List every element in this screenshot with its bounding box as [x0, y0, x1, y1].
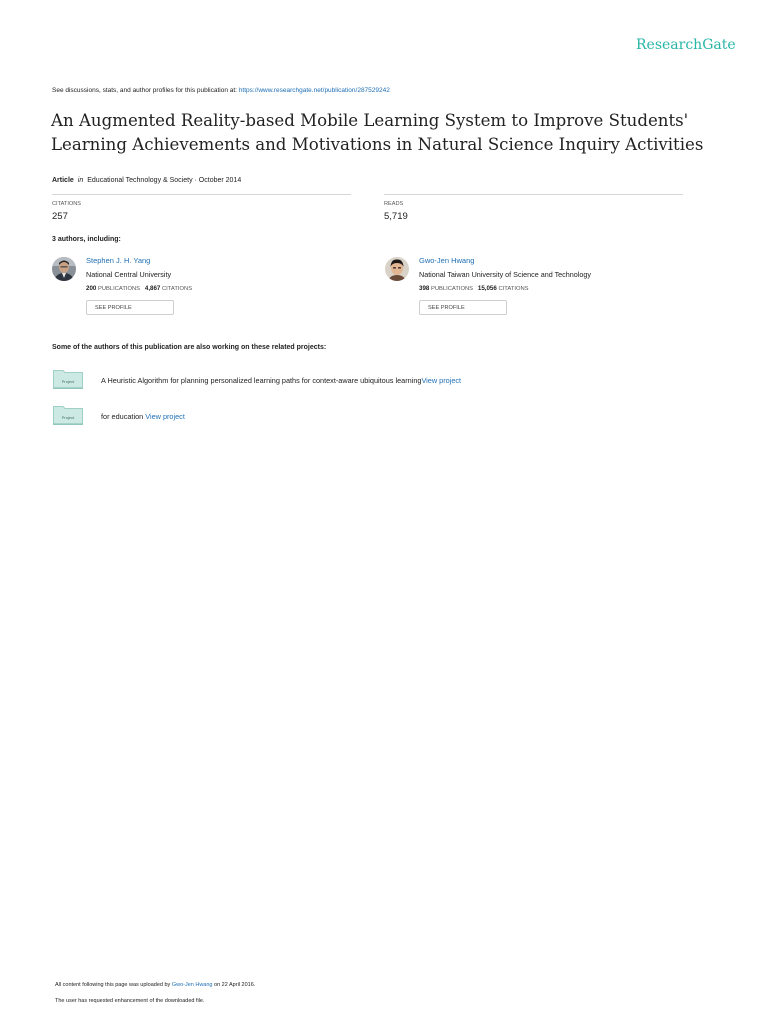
upload-note-prefix: All content following this page was uploaded by — [55, 982, 171, 988]
avatar-photo-2 — [385, 257, 409, 281]
reads-label: READS — [384, 201, 404, 207]
author-1-name-link[interactable]: Stephen J. H. Yang — [86, 256, 151, 265]
author-2-name-link[interactable]: Gwo-Jen Hwang — [419, 256, 475, 265]
project-1-icon-label: Project — [61, 379, 75, 384]
avatar-author-1[interactable] — [52, 257, 76, 281]
uploader-link[interactable]: Gwo-Jen Hwang — [171, 982, 213, 988]
title-line-1: An Augmented Reality-based Mobile Learning System to Improve Students' — [51, 111, 689, 130]
author-1-publications-label: PUBLICATIONS — [97, 286, 141, 292]
citations-count: 257 — [52, 211, 68, 222]
publication-url-link[interactable]: https://www.researchgate.net/publication/287529242 — [238, 87, 390, 94]
reads-count: 5,719 — [384, 211, 408, 222]
author-1-citations-label: CITATIONS — [162, 286, 193, 292]
authors-heading: 3 authors, including: — [52, 236, 121, 243]
reads-divider — [384, 194, 683, 195]
author-2-see-profile-button[interactable]: SEE PROFILE — [419, 300, 507, 315]
article-venue: Educational Technology & Society · October 2014 — [87, 177, 242, 184]
project-2-folder-icon — [53, 405, 83, 425]
title-line-2: Learning Achievements and Motivations in Natural Science Inquiry Activities — [51, 135, 704, 154]
author-1-stats — [86, 285, 192, 292]
project-1-title: A Heuristic Algorithm for planning personalized learning paths for context-aware ubiquitous learning — [101, 376, 422, 385]
author-1-publications-count: 200 — [86, 285, 97, 292]
author-2-citations-count: 15,056 — [477, 285, 497, 292]
author-2-stats — [419, 285, 529, 292]
upload-note-suffix: on 22 April 2016. — [214, 982, 256, 988]
author-1-see-profile-button[interactable]: SEE PROFILE — [86, 300, 174, 315]
author-2-publications-label: PUBLICATIONS — [430, 286, 474, 292]
project-1-row — [101, 376, 461, 385]
researchgate-logo[interactable]: ResearchGate — [636, 37, 736, 53]
upload-note — [55, 982, 255, 988]
author-1-citations-count: 4,867 — [144, 285, 161, 292]
author-1-affiliation: National Central University — [86, 270, 172, 279]
project-2-icon-label: Project — [61, 415, 75, 420]
enhancement-note: The user has requested enhancement of the downloaded file. — [55, 998, 205, 1004]
author-2-citations-label: CITATIONS — [498, 286, 529, 292]
project-1-folder-icon — [53, 369, 83, 389]
article-meta — [52, 177, 241, 184]
project-2-view-link[interactable]: View project — [145, 412, 185, 421]
avatar-photo-1 — [52, 257, 76, 281]
citations-divider — [52, 194, 351, 195]
avatar-author-2[interactable] — [385, 257, 409, 281]
project-2-row — [101, 412, 185, 421]
article-in: in — [77, 177, 84, 184]
discussion-line — [52, 87, 390, 94]
project-1-view-link[interactable]: View project — [421, 376, 462, 385]
discussion-text: See discussions, stats, and author profiles for this publication at: — [52, 87, 237, 94]
author-2-affiliation: National Taiwan University of Science and Technology — [419, 270, 591, 279]
article-type: Article — [52, 177, 74, 184]
project-2-title: for education — [101, 412, 144, 421]
related-projects-heading: Some of the authors of this publication are also working on these related projects: — [52, 344, 327, 351]
paper-title — [51, 109, 741, 157]
author-2-publications-count: 398 — [419, 285, 430, 292]
citations-label: CITATIONS — [52, 201, 82, 207]
